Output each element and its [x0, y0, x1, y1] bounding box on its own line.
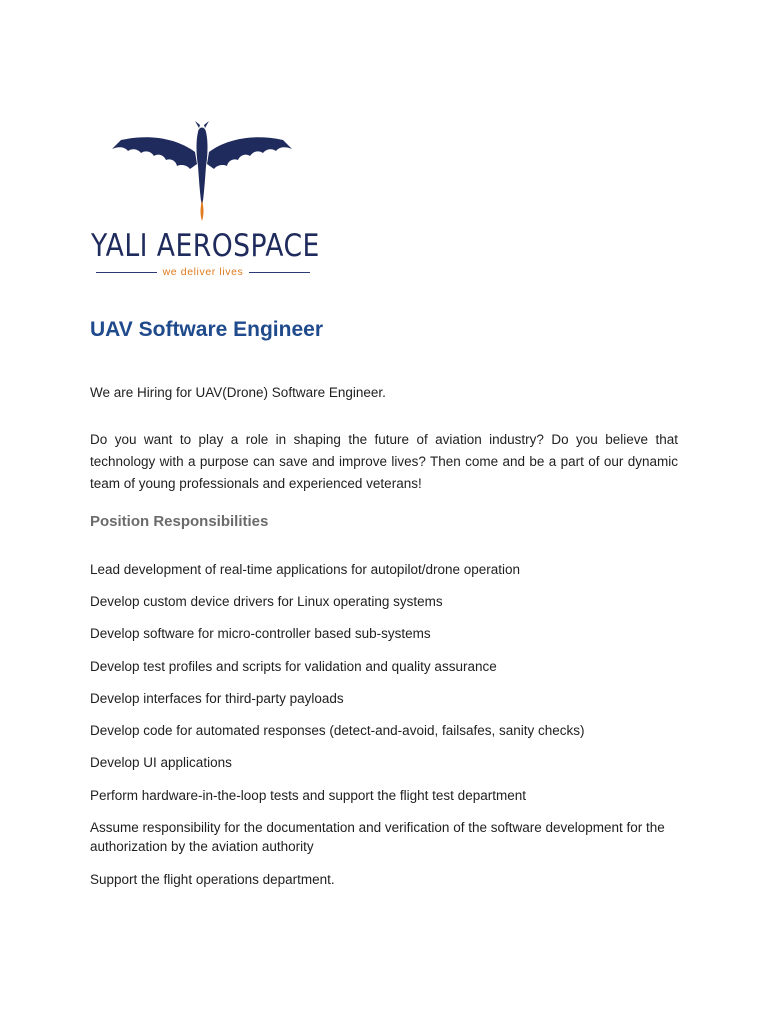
- section-heading-responsibilities: Position Responsibilities: [90, 513, 269, 530]
- responsibility-item: Lead development of real-time applications for autopilot/drone operation: [90, 562, 521, 577]
- responsibility-item: Develop software for micro-controller based sub-systems: [90, 626, 431, 641]
- tagline-rule-right: [249, 272, 310, 273]
- responsibility-item: Develop UI applications: [90, 755, 232, 770]
- responsibility-item: Support the flight operations department.: [90, 872, 335, 887]
- company-tagline: we deliver lives: [162, 266, 244, 278]
- responsibility-item: Develop code for automated responses (detect-and-avoid, failsafes, sanity checks): [90, 723, 585, 738]
- dragon-emblem-icon: [91, 120, 313, 228]
- responsibility-item: Develop test profiles and scripts for validation and quality assurance: [90, 659, 497, 674]
- responsibility-item: Develop interfaces for third-party payloads: [90, 691, 344, 706]
- job-title: UAV Software Engineer: [90, 318, 323, 341]
- company-name: YALI AEROSPACE: [91, 228, 320, 264]
- responsibility-item: Develop custom device drivers for Linux operating systems: [90, 594, 443, 609]
- job-description-paragraph: Do you want to play a role in shaping the future of aviation industry? Do you believe that technology with a purpose can save and improve lives? Then come and be a part of our dynamic team of young professionals and experienced veterans!: [90, 432, 678, 491]
- company-logo: [91, 120, 320, 280]
- responsibility-item: Assume responsibility for the documentation and verification of the software development for the authorization by the aviation authority: [90, 820, 665, 854]
- hiring-intro: We are Hiring for UAV(Drone) Software Engineer.: [90, 385, 386, 400]
- tagline-row: [96, 265, 310, 279]
- tagline-rule-left: [96, 272, 157, 273]
- responsibility-item: Perform hardware-in-the-loop tests and support the flight test department: [90, 788, 526, 803]
